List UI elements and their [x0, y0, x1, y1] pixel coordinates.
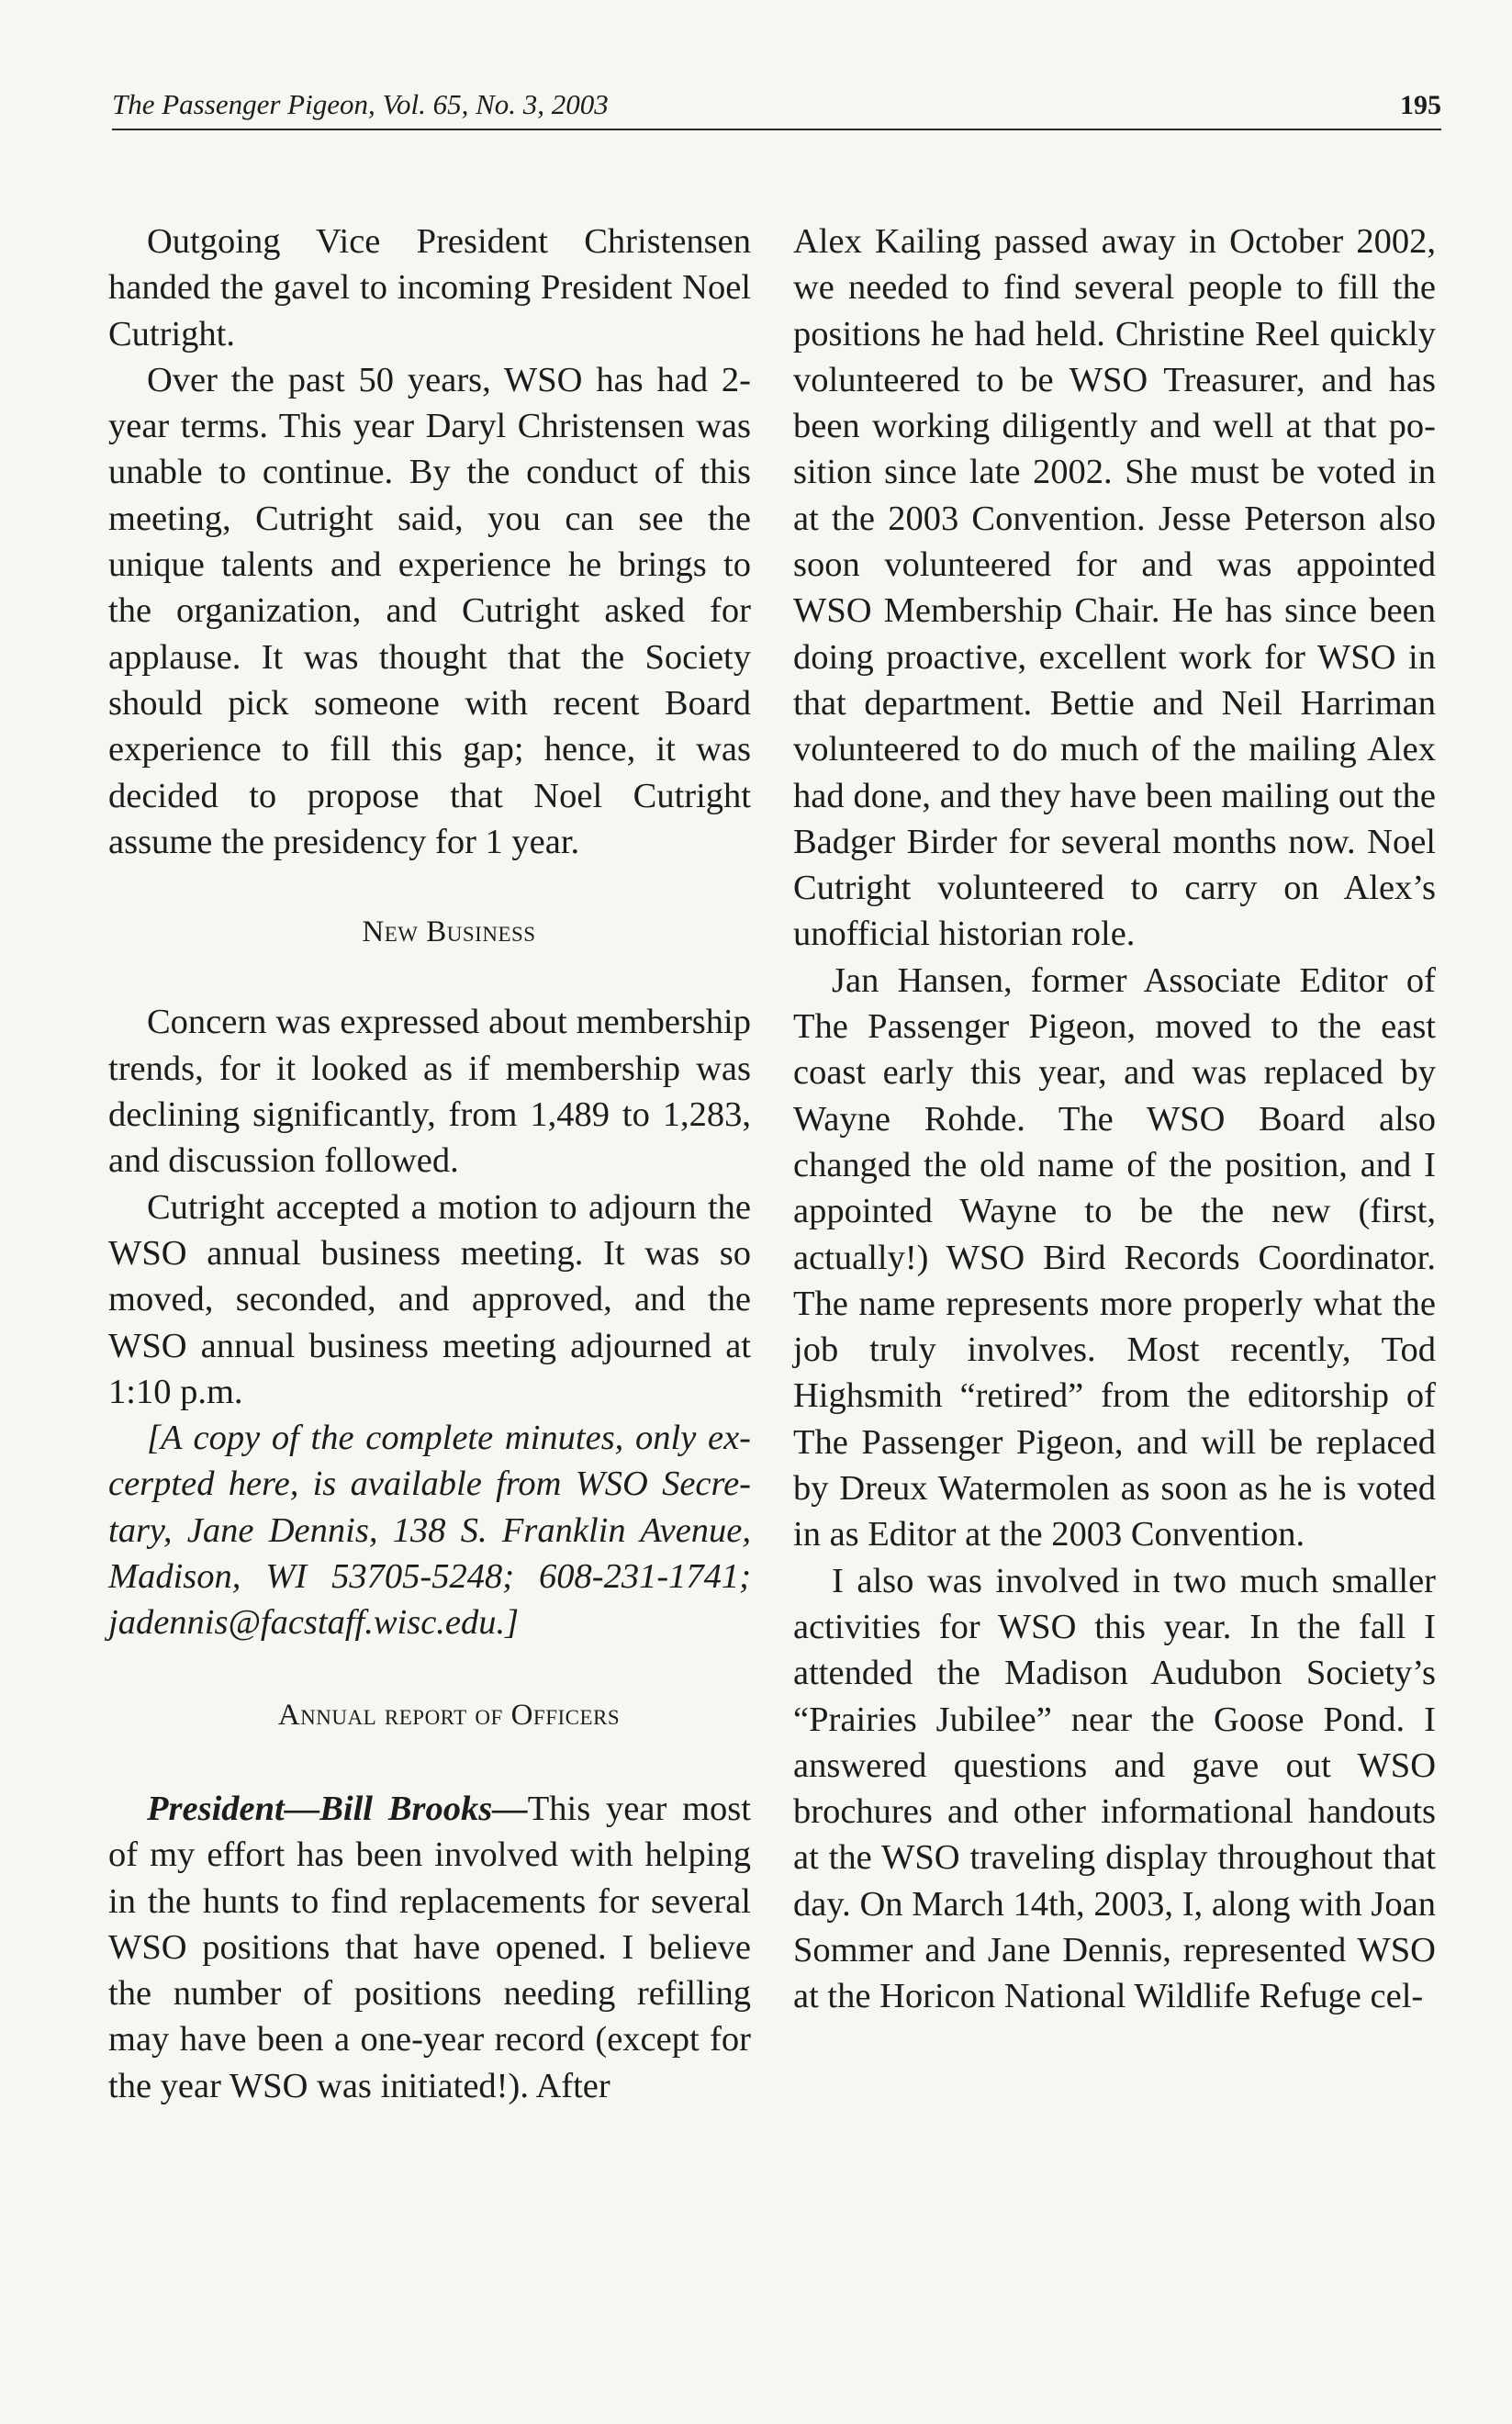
page-number: 195 [1400, 90, 1441, 120]
paragraph: Jan Hansen, former Associate Editor of The Passenger Pigeon, moved to the east coast early this year, and was replaced by Wayne Rohde. The WSO Board also changed the old name of the position, and I appointed Wayne to be the new (first, actually!) WSO Bird Records Coordinator. The name represents more properly what the job truly involves. Most recently, Tod Highsmith “retired” from the editorship of The Passenger Pigeon, and will be replaced by Dreux Watermolen as soon as he is voted in as Editor at the 2003 Convention. [793, 960, 1436, 1554]
left-column [108, 219, 751, 2109]
president-report-text: This year most of my effort has been involved with helping in the hunts to find replacements for several WSO positions that have opened. I believe the number of positions needing refilling may have been a one-year record (except for the year WSO was initiated!). After [108, 1789, 751, 2105]
journal-title: The Passenger Pigeon, Vol. 65, No. 3, 2003 [112, 88, 609, 120]
paragraph-president-report [108, 1786, 751, 2109]
running-header [112, 84, 1441, 130]
section-heading-new-business: New Business [362, 915, 536, 949]
minutes-note: [A copy of the complete minutes, only excerpted here, is available from WSO Secretary, Jane Dennis, 138 S. Franklin Avenue, Madison, WI 53705-5248; 608-231-1741; jadennis@facstaff.wisc.edu.] [108, 1419, 751, 1643]
right-column [793, 219, 1436, 2020]
president-lead: President—Bill Brooks— [147, 1789, 528, 1828]
paragraph: Alex Kailing passed away in October 2002, we needed to find several people to fill the positions he had held. Christine Reel quickly volunteered to be WSO Treasurer, and has been working diligently and well at that position since late 2002. She must be voted in at the 2003 Convention. Jesse Peterson also soon volunteered for and was appointed WSO Membership Chair. He has since been doing proactive, excellent work for WSO in that department. Bettie and Neil Harriman volunteered to do much of the mailing Alex had done, and they have been mailing out the Badger Birder for several months now. Noel Cutright volunteered to carry on Alex’s unofficial historian role. [793, 222, 1436, 954]
paragraph: Over the past 50 years, WSO has had 2-year terms. This year Daryl Christensen was unable to continue. By the conduct of this meeting, Cutright said, you can see the unique talents and experience he brings to the organization, and Cutright asked for applause. It was thought that the Society should pick someone with recent Board experience to fill this gap; hence, it was decided to propose that Noel Cutright assume the presidency for 1 year. [108, 360, 751, 861]
paragraph: I also was involved in two much smaller activities for WSO this year. In the fall I attended the Madison Audubon Society’s “Prairies Jubilee” near the Goose Pond. I answered questions and gave out WSO brochures and other informational handouts at the WSO traveling display throughout that day. On March 14th, 2003, I, along with Joan Sommer and Jane Dennis, represented WSO at the Horicon National Wildlife Refuge cel- [793, 1561, 1436, 2016]
paragraph: Concern was expressed about membership trends, for it looked as if membership was declining significantly, from 1,489 to 1,283, and discussion followed. [108, 1003, 751, 1181]
section-heading-annual-report: Annual report of Officers [277, 1698, 621, 1732]
paragraph: Cutright accepted a motion to adjourn the WSO annual business meeting. It was so moved, seconded, and approved, and the WSO annual business meeting adjourned at 1:10 p.m. [108, 1187, 751, 1411]
paragraph: Outgoing Vice President Christensen handed the gavel to incoming President Noel Cutright. [108, 222, 751, 354]
